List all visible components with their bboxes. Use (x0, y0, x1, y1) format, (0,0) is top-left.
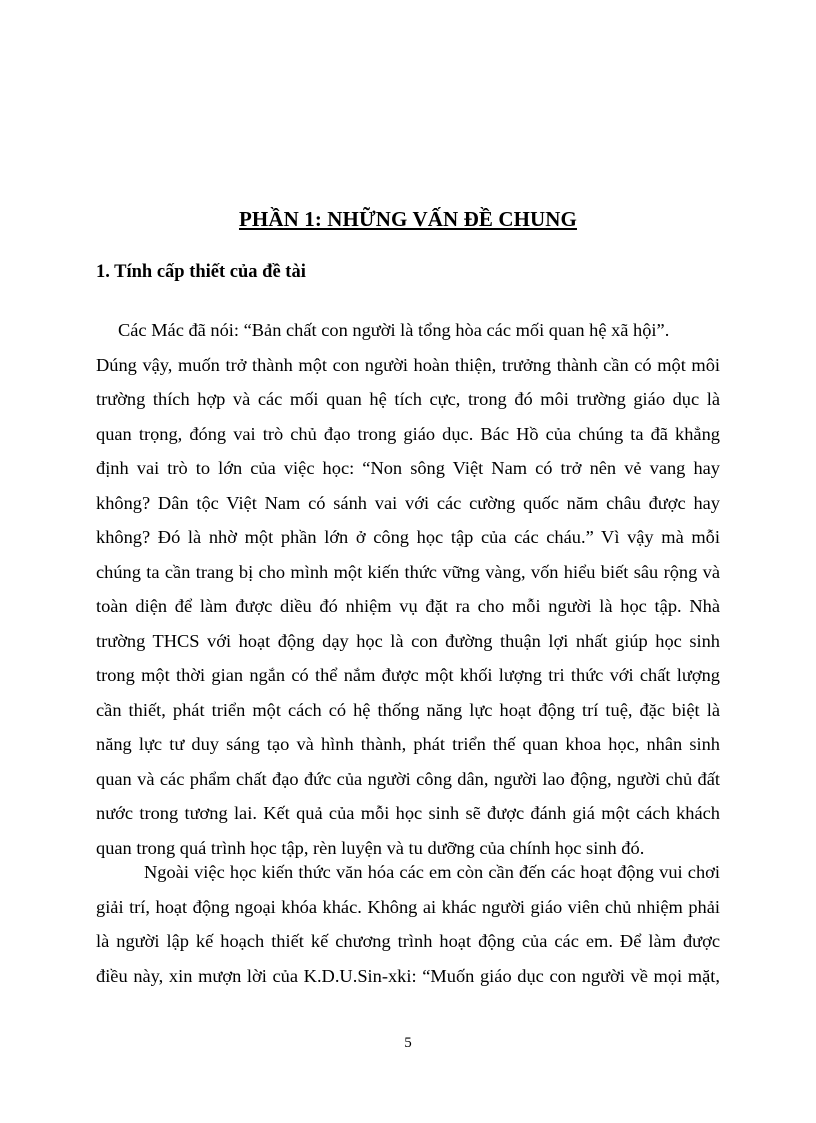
paragraph-line: toàn diện để làm được diều đó nhiệm vụ đặt ra cho mỗi người là học tập. Nhà (96, 596, 720, 616)
paragraph-line: Dúng vậy, muốn trở thành một con người hoàn thiện, trưởng thành cần có một môi (96, 354, 720, 375)
paragraph-line: quan và các phẩm chất đạo đức của người công dân, người lao động, người chủ đất (96, 768, 720, 789)
paragraph-line: Các Mác đã nói: “Bản chất con người là tổng hòa các mối quan hệ xã hội”. (118, 320, 670, 340)
paragraph-line: trong một thời gian ngắn có thể nắm được một khối lượng tri thức với chất lượng (96, 665, 720, 685)
page-title: PHẦN 1: NHỮNG VẤN ĐỀ CHUNG (238, 207, 577, 231)
paragraph-line: giải trí, hoạt động ngoại khóa khác. Không ai khác người giáo viên chủ nhiệm phải (96, 896, 720, 917)
paragraph-line: là người lập kế hoạch thiết kế chương trình hoạt động của các em. Để làm được (96, 931, 720, 951)
paragraph-line: không? Dân tộc Việt Nam có sánh vai với các cường quốc năm châu được hay (96, 492, 720, 513)
paragraph-1 (96, 313, 720, 865)
paragraph-line: năng lực tư duy sáng tạo và hình thành, phát triển thế quan khoa học, nhân sinh (96, 734, 720, 754)
paragraph-line: quan trong quá trình học tập, rèn luyện và tu dưỡng của chính học sinh đó. (96, 837, 645, 858)
section-heading: 1. Tính cấp thiết của đề tài (96, 262, 306, 282)
page-number: 5 (404, 1035, 412, 1051)
paragraph-line: nước trong tương lai. Kết quả của mỗi học sinh sẽ được đánh giá một cách khách (96, 803, 720, 823)
paragraph-line: trường thích hợp và các mối quan hệ tích cực, trong đó môi trường giáo dục là (96, 389, 720, 409)
paragraph-2 (96, 855, 720, 993)
paragraph-line: trường THCS với hoạt động dạy học là con đường thuận lợi nhất giúp học sinh (96, 630, 720, 651)
paragraph-line: cần thiết, phát triển một cách có hệ thống năng lực hoạt động trí tuệ, đặc biệt là (96, 699, 720, 720)
paragraph-line: điều này, xin mượn lời của K.D.U.Sin-xki: “Muốn giáo dục con người về mọi mặt, (96, 965, 720, 986)
paragraph-line: Ngoài việc học kiến thức văn hóa các em còn cần đến các hoạt động vui chơi (144, 862, 720, 882)
paragraph-line: quan trọng, đóng vai trò chủ đạo trong giáo dục. Bác Hồ của chúng ta đã khẳng (96, 423, 720, 444)
paragraph-line: chúng ta cần trang bị cho mình một kiến thức vững vàng, vốn hiểu biết sâu rộng và (96, 561, 720, 582)
paragraph-line: định vai trò to lớn của việc học: “Non sông Việt Nam có trở nên vẻ vang hay (96, 458, 720, 478)
paragraph-line: không? Đó là nhờ một phần lớn ở công học tập của các cháu.” Vì vậy mà mỗi (96, 527, 720, 547)
